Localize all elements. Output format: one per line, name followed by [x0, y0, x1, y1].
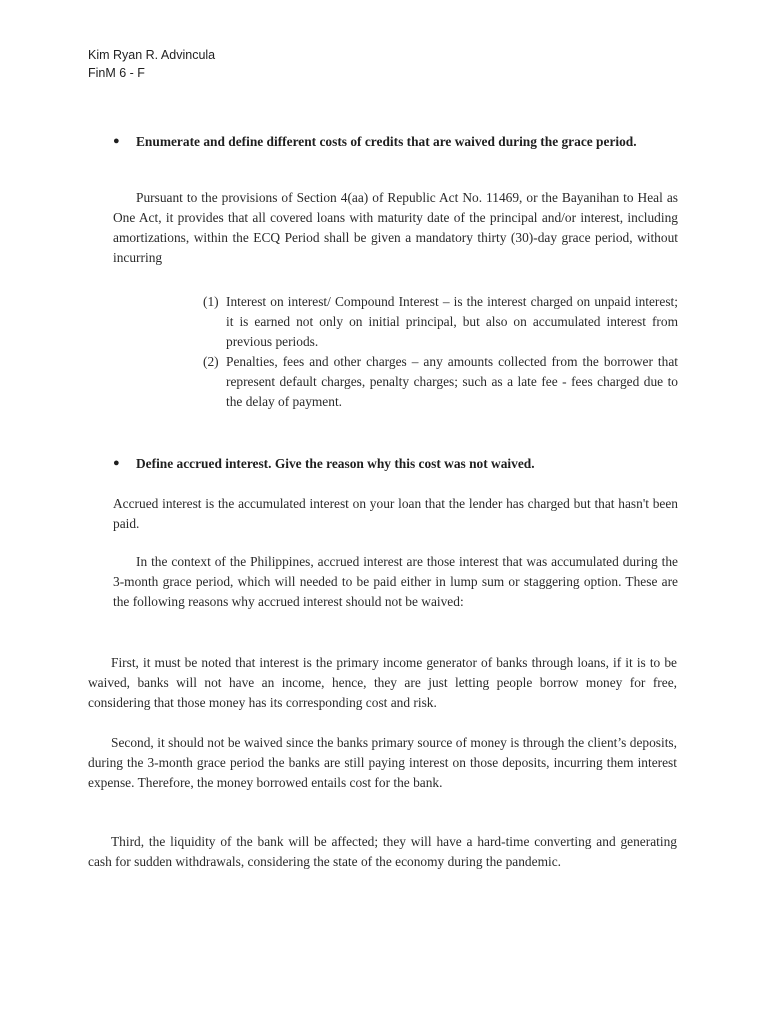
bullet-icon: ● — [113, 457, 120, 469]
question-heading: Enumerate and define different costs of credits that are waived during the grace period. — [136, 134, 637, 149]
bullet-icon: ● — [113, 135, 120, 147]
definition-paragraph: Accrued interest is the accumulated interest on your loan that the lender has charged but that hasn't been paid. — [113, 496, 678, 531]
list-item — [203, 352, 678, 412]
waived-costs-list — [203, 292, 678, 412]
list-item-text: Penalties, fees and other charges – any amounts collected from the borrower that represent default charges, penalty charges; such as a late fee - fees charged due to the delay of payment. — [226, 354, 678, 409]
reason-second-paragraph: Second, it should not be waived since the banks primary source of money is through the client’s deposits, during the 3-month grace period the banks are still paying interest on those deposits, incurring them interest expense. Therefore, the money borrowed entails cost for the bank. — [88, 735, 677, 790]
intro-paragraph: Pursuant to the provisions of Section 4(aa) of Republic Act No. 11469, or the Bayanihan to Heal as One Act, it provides that all covered loans with maturity date of the principal and/or interest, including amortizations, within the ECQ Period shall be given a mandatory thirty (30)-day grace period, without incurring — [113, 190, 678, 265]
context-paragraph: In the context of the Philippines, accrued interest are those interest that was accumulated during the 3-month grace period, which will needed to be paid either in lump sum or staggering option. These are the following reasons why accrued interest should not be waived: — [113, 554, 678, 609]
list-item-text: Interest on interest/ Compound Interest – is the interest charged on unpaid interest; it is earned not only on initial principal, but also on accumulated interest from previous periods. — [226, 294, 678, 349]
list-item — [203, 292, 678, 352]
question-heading: Define accrued interest. Give the reason why this cost was not waived. — [136, 456, 535, 471]
list-item-number: (2) — [203, 354, 219, 369]
document-header — [88, 46, 215, 82]
reason-third-paragraph: Third, the liquidity of the bank will be affected; they will have a hard-time converting and generating cash for sudden withdrawals, considering the state of the economy during the pandemic. — [88, 834, 677, 869]
author-name: Kim Ryan R. Advincula — [88, 48, 216, 62]
reason-first-paragraph: First, it must be noted that interest is the primary income generator of banks through loans, if it is to be waived, banks will not have an income, hence, they are just letting people borrow money for free, considering that those money has its corresponding cost and risk. — [88, 655, 677, 710]
list-item-number: (1) — [203, 294, 219, 309]
course-section: FinM 6 - F — [88, 66, 145, 80]
